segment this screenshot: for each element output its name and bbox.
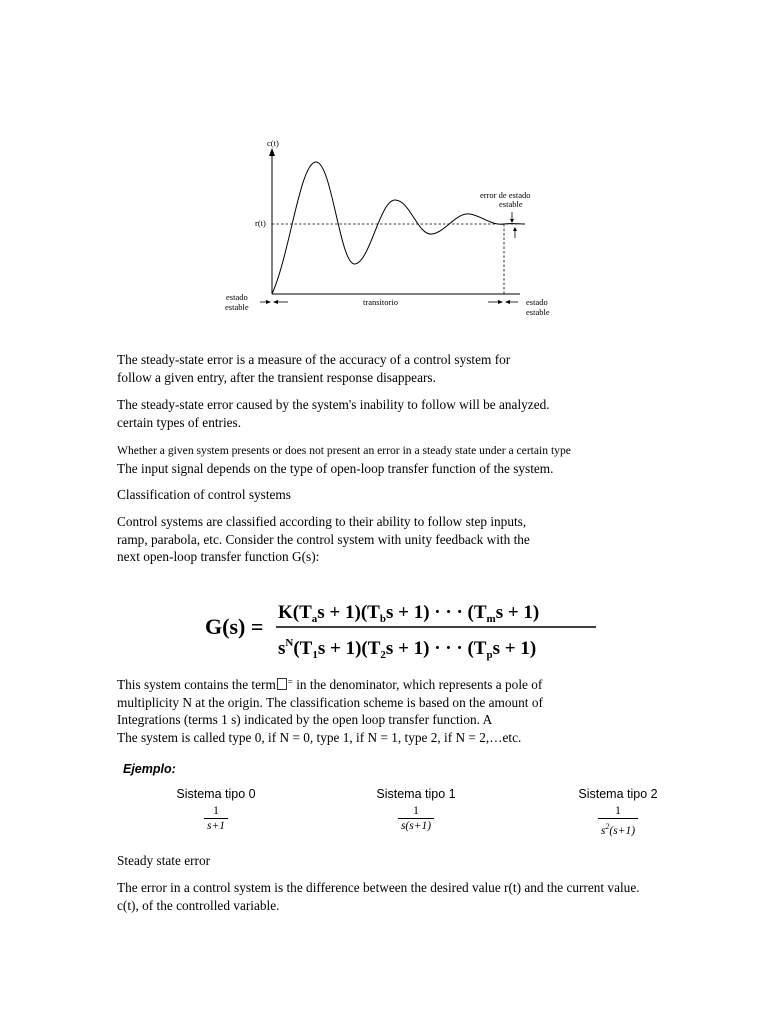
p6-line3: Integrations (terms 1 s) indicated by the open loop transfer function. A (117, 712, 493, 727)
step-response-figure (220, 134, 565, 324)
formula-lhs: G(s) = (205, 614, 264, 639)
p6-line1a: This system contains the term (117, 677, 276, 692)
paragraph-5 (117, 513, 530, 566)
y-axis-arrow (269, 148, 275, 156)
p8-line1: The error in a control system is the difference between the desired value r(t) and the current value. (117, 880, 640, 895)
error-label-2: estable (499, 199, 523, 209)
p3-line1: Whether a given system presents or does not present an error in a steady state under a certain type (117, 444, 571, 457)
system-type-1-fraction: $\frac{1}{s(s+1)}$ (398, 805, 434, 833)
system-type-2 (563, 787, 673, 839)
paragraph-2 (117, 396, 550, 431)
section-heading-classification: Classification of control systems (117, 487, 291, 502)
p6-line2: multiplicity N at the origin. The classification scheme is based on the amount of (117, 694, 543, 710)
p1-line2: follow a given entry, after the transient response disappears. (117, 369, 436, 385)
system-type-0-fraction: $\frac{1}{s+1}$ (204, 805, 228, 833)
system-type-2-fraction: $\frac{1}{s^2(s+1)}$ (598, 805, 638, 838)
p6-line4: The system is called type 0, if N = 0, type 1, if N = 1, type 2, if N = 2,…etc. (117, 729, 522, 745)
system-type-1-label: Sistema tipo 1 (376, 787, 456, 801)
missing-glyph-icon (277, 678, 287, 690)
p6-line1b: in the denominator, which represents a pole of (296, 677, 543, 692)
system-type-0-label: Sistema tipo 0 (176, 787, 256, 801)
left-label-1: estado (226, 292, 248, 302)
paragraph-1 (117, 351, 510, 386)
error-label-1: error de estado (480, 190, 531, 200)
p8-line2: c(t), of the controlled variable. (117, 897, 280, 913)
p2-line1: The steady-state error caused by the system's inability to follow will be analyzed. (117, 397, 550, 412)
section-heading-steady-state-error: Steady state error (117, 853, 211, 868)
right-label-1: estado (526, 297, 548, 307)
system-type-1 (361, 787, 471, 834)
p5-line3: next open-loop transfer function G(s): (117, 549, 320, 564)
p3-line2: The input signal depends on the type of open-loop transfer function of the system. (117, 460, 554, 476)
p1-line1: The steady-state error is a measure of the accuracy of a control system for (117, 352, 511, 367)
system-type-0 (161, 787, 271, 834)
paragraph-3 (117, 441, 571, 477)
system-type-2-label: Sistema tipo 2 (578, 787, 658, 801)
svg-text:K(Tas + 1)(Tbs + 1) · · · (Tms: $K(T_as + 1)(T_bs + 1)$ · · · $(T_ms + 1)$ (278, 602, 540, 625)
p2-line2: certain types of entries. (117, 414, 242, 430)
p5-line2: ramp, parabola, etc. Consider the control system with unity feedback with the (117, 531, 530, 547)
example-title: Ejemplo: (123, 762, 176, 776)
transient-label: transitorio (363, 297, 398, 307)
response-curve (272, 162, 525, 294)
y-axis-label: c(t) (267, 138, 279, 148)
right-label-2: estable (526, 307, 550, 317)
left-label-2: estable (225, 302, 249, 312)
reference-label: r(t) (255, 218, 266, 228)
paragraph-8 (117, 879, 640, 914)
svg-text:sN(T1s + 1)(T2s + 1) · · · (Tp: $s^N(T_1s + 1)(T_2s + 1)$ · · · $(T_ps + 1)$ (278, 637, 537, 661)
p5-line1: Control systems are classified according to their ability to follow step inputs, (117, 514, 527, 529)
paragraph-6: This system contains the term = in the denominator, which represents a pole of multiplicity N at the origin. The classification scheme is based on the amount of Integrations (terms 1 s) indicated by the open loop transfer function. A The system is called type 0, if N = 0, type 1, if N = 1, type 2, if N = 2,…etc. (117, 677, 543, 745)
transfer-function-formula (200, 592, 600, 666)
